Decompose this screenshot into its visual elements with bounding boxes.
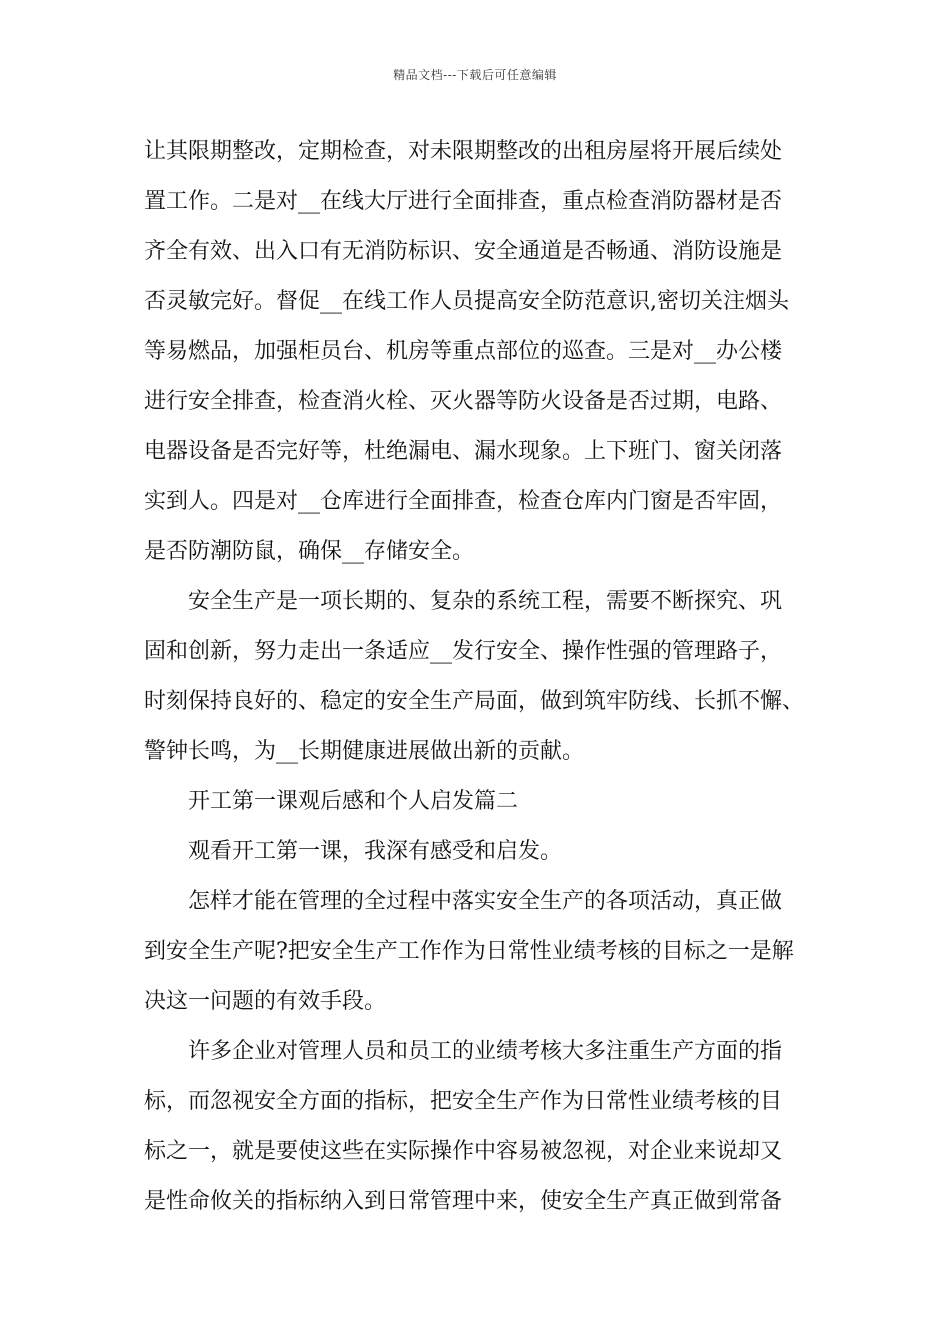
paragraph-0-line-4: 等易燃品，加强柜员台、机房等重点部位的巡查。三是对__办公楼 bbox=[144, 339, 783, 364]
document-body bbox=[144, 127, 834, 1227]
paragraph-5-line-0: 许多企业对管理人员和员工的业绩考核大多注重生产方面的指 bbox=[188, 1039, 783, 1064]
paragraph-0-line-8: 是否防潮防鼠，确保__存储安全。 bbox=[144, 539, 475, 564]
paragraph-1-line-3: 警钟长鸣，为__长期健康进展做出新的贡献。 bbox=[144, 739, 585, 764]
paragraph-4-line-2: 决这一问题的有效手段。 bbox=[144, 989, 387, 1014]
paragraph-2-line-0: 开工第一课观后感和个人启发篇二 bbox=[188, 789, 519, 814]
paragraph-0-line-2: 齐全有效、出入口有无消防标识、安全通道是否畅通、消防设施是 bbox=[144, 239, 783, 264]
paragraph-0-line-3: 否灵敏完好。督促__在线工作人员提高安全防范意识,密切关注烟头 bbox=[144, 289, 789, 314]
paragraph-5-line-1: 标，而忽视安全方面的指标，把安全生产作为日常性业绩考核的目 bbox=[144, 1089, 783, 1114]
paragraph-0-line-1: 置工作。二是对__在线大厅进行全面排查，重点检查消防器材是否 bbox=[144, 189, 783, 214]
paragraph-5-line-3: 是性命攸关的指标纳入到日常管理中来，使安全生产真正做到常备 bbox=[144, 1189, 783, 1214]
paragraph-4-line-0: 怎样才能在管理的全过程中落实安全生产的各项活动，真正做 bbox=[188, 889, 783, 914]
paragraph-0-line-7: 实到人。四是对__仓库进行全面排查，检查仓库内门窗是否牢固， bbox=[144, 489, 783, 514]
paragraph-1-line-2: 时刻保持良好的、稳定的安全生产局面，做到筑牢防线、长抓不懈、 bbox=[144, 689, 805, 714]
paragraph-5-line-2: 标之一，就是要使这些在实际操作中容易被忽视，对企业来说却又 bbox=[144, 1139, 783, 1164]
paragraph-0-line-0: 让其限期整改，定期检查，对未限期整改的出租房屋将开展后续处 bbox=[144, 139, 783, 164]
paragraph-1-line-0: 安全生产是一项长期的、复杂的系统工程，需要不断探究、巩 bbox=[188, 589, 783, 614]
paragraph-4-line-1: 到安全生产呢?把安全生产工作作为日常性业绩考核的目标之一是解 bbox=[144, 939, 794, 964]
paragraph-0-line-6: 电器设备是否完好等，杜绝漏电、漏水现象。上下班门、窗关闭落 bbox=[144, 439, 783, 464]
page-header: 精品文档---下载后可任意编辑 bbox=[393, 68, 557, 82]
paragraph-0-line-5: 进行安全排查，检查消火栓、灭火器等防火设备是否过期，电路、 bbox=[144, 389, 783, 414]
paragraph-3-line-0: 观看开工第一课，我深有感受和启发。 bbox=[188, 839, 563, 864]
paragraph-1-line-1: 固和创新，努力走出一条适应__发行安全、操作性强的管理路子， bbox=[144, 639, 783, 664]
